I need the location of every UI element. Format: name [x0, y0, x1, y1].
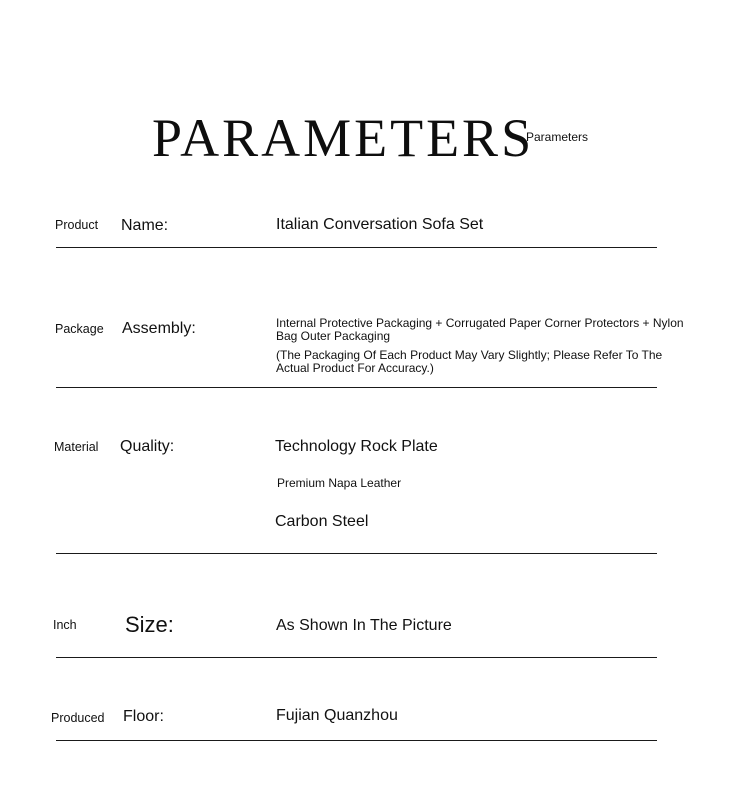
value-material-2: Premium Napa Leather	[277, 476, 402, 490]
divider	[56, 387, 657, 388]
divider	[56, 553, 657, 554]
value-size: As Shown In The Picture	[276, 617, 452, 634]
label-floor: Floor:	[123, 708, 164, 725]
value-material-1: Technology Rock Plate	[275, 438, 438, 455]
label-name: Name:	[121, 217, 169, 234]
label-quality: Quality:	[120, 438, 175, 455]
divider	[56, 657, 657, 658]
value-material-3: Carbon Steel	[275, 513, 369, 530]
divider	[56, 740, 657, 741]
label-small-inch: Inch	[53, 618, 77, 632]
label-small-material: Material	[54, 440, 99, 454]
label-small-produced: Produced	[51, 711, 105, 725]
value-product-name: Italian Conversation Sofa Set	[276, 216, 484, 233]
value-origin: Fujian Quanzhou	[276, 707, 398, 724]
label-small-product: Product	[55, 218, 99, 232]
value-packaging-note: (The Packaging Of Each Product May Vary Slightly; Please Refer To The Actual Product For Accuracy.)	[276, 348, 663, 375]
page-subtitle: Parameters	[526, 130, 589, 144]
label-assembly: Assembly:	[122, 320, 196, 337]
label-size: Size:	[125, 612, 174, 637]
page-title: PARAMETERS	[152, 108, 535, 168]
divider	[56, 247, 657, 248]
label-small-package: Package	[55, 322, 104, 336]
value-packaging: Internal Protective Packaging + Corrugated Paper Corner Protectors + Nylon Bag Outer Packaging	[276, 316, 684, 343]
